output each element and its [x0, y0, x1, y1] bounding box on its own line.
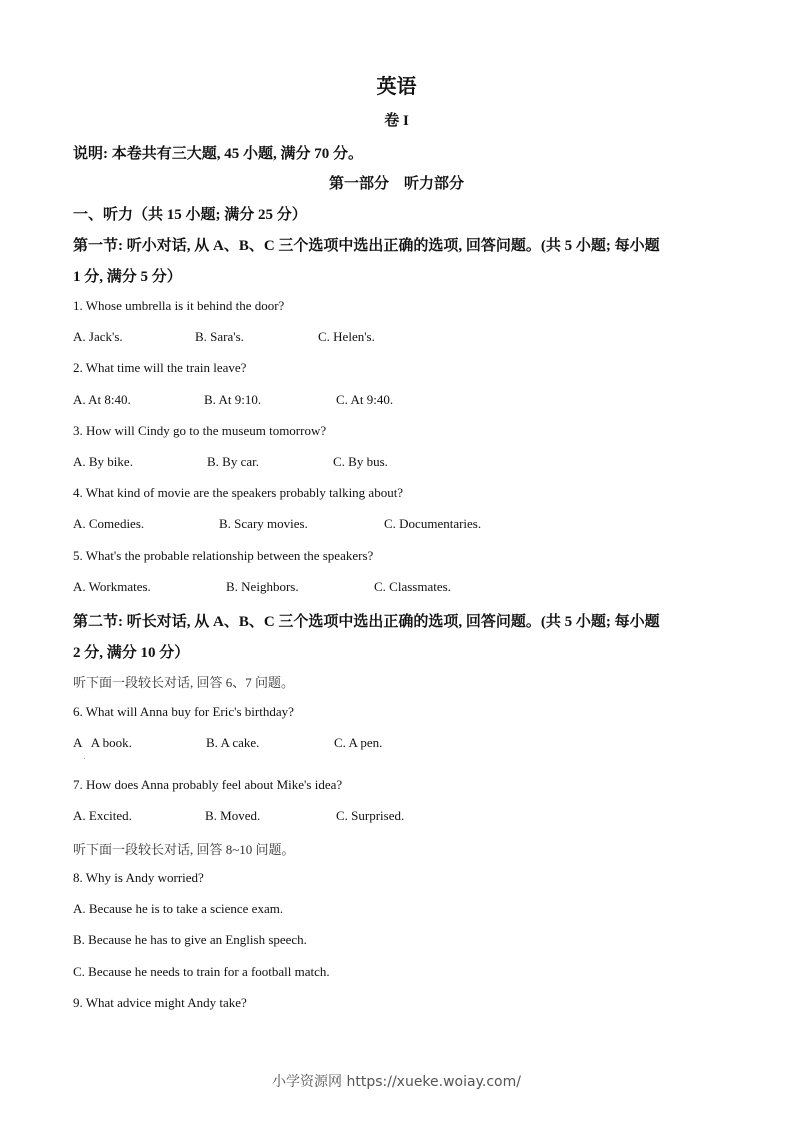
question-6: 6. What will Anna buy for Eric's birthday? — [73, 704, 294, 719]
question-5: 5. What's the probable relationship between the speakers? — [73, 548, 374, 563]
question-3: 3. How will Cindy go to the museum tomorrow? — [73, 423, 327, 438]
q4-option-b: B. Scary movies. — [219, 516, 308, 531]
q8-option-c: C. Because he needs to train for a football match. — [73, 964, 330, 979]
q6-option-a: A A book. — [73, 735, 132, 750]
q6-option-c: C. A pen. — [334, 735, 383, 750]
question-7: 7. How does Anna probably feel about Mike's idea? — [73, 777, 343, 792]
stray-mark — [84, 758, 85, 759]
section1-heading: 第一节: 听小对话, 从 A、B、C 三个选项中选出正确的选项, 回答问题。(共 5 小题; 每小题 — [73, 238, 660, 254]
q5-option-a: A. Workmates. — [73, 579, 151, 594]
q6-option-b: B. A cake. — [206, 735, 260, 750]
section-title: 一、听力（共 15 小题; 满分 25 分） — [73, 207, 307, 223]
q2-option-a: A. At 8:40. — [73, 392, 131, 407]
part-title: 第一部分 听力部分 — [328, 176, 464, 192]
q4-option-c: C. Documentaries. — [384, 516, 482, 531]
dialogue-note-8-10: 听下面一段较长对话, 回答 8~10 问题。 — [73, 842, 295, 857]
section2-heading: 第二节: 听长对话, 从 A、B、C 三个选项中选出正确的选项, 回答问题。(共 5 小题; 每小题 — [73, 614, 660, 630]
q7-option-b: B. Moved. — [205, 808, 261, 823]
question-1: 1. Whose umbrella is it behind the door? — [73, 298, 285, 313]
question-8: 8. Why is Andy worried? — [73, 870, 204, 885]
q4-option-a: A. Comedies. — [73, 516, 145, 531]
q3-option-c: C. By bus. — [333, 454, 388, 469]
volume-label: 卷 I — [384, 113, 409, 129]
question-2: 2. What time will the train leave? — [73, 360, 247, 375]
section1-heading-cont: 1 分, 满分 5 分） — [73, 269, 182, 285]
q2-option-b: B. At 9:10. — [204, 392, 262, 407]
q2-option-c: C. At 9:40. — [336, 392, 394, 407]
q8-option-a: A. Because he is to take a science exam. — [73, 901, 284, 916]
instructions: 说明: 本卷共有三大题, 45 小题, 满分 70 分。 — [73, 146, 363, 162]
footer-watermark: 小学资源网 https://xueke.woiay.com/ — [272, 1074, 521, 1090]
question-4: 4. What kind of movie are the speakers probably talking about? — [73, 485, 404, 500]
page-title: 英语 — [376, 76, 417, 98]
q3-option-b: B. By car. — [207, 454, 259, 469]
q1-option-b: B. Sara's. — [195, 329, 244, 344]
q8-option-b: B. Because he has to give an English speech. — [73, 932, 307, 947]
q1-option-c: C. Helen's. — [318, 329, 375, 344]
question-9: 9. What advice might Andy take? — [73, 995, 247, 1010]
q3-option-a: A. By bike. — [73, 454, 133, 469]
q5-option-b: B. Neighbors. — [226, 579, 299, 594]
section2-heading-cont: 2 分, 满分 10 分） — [73, 645, 190, 661]
q1-option-a: A. Jack's. — [73, 329, 123, 344]
q7-option-a: A. Excited. — [73, 808, 132, 823]
q5-option-c: C. Classmates. — [374, 579, 451, 594]
dialogue-note-6-7: 听下面一段较长对话, 回答 6、7 问题。 — [73, 675, 295, 690]
q7-option-c: C. Surprised. — [336, 808, 405, 823]
